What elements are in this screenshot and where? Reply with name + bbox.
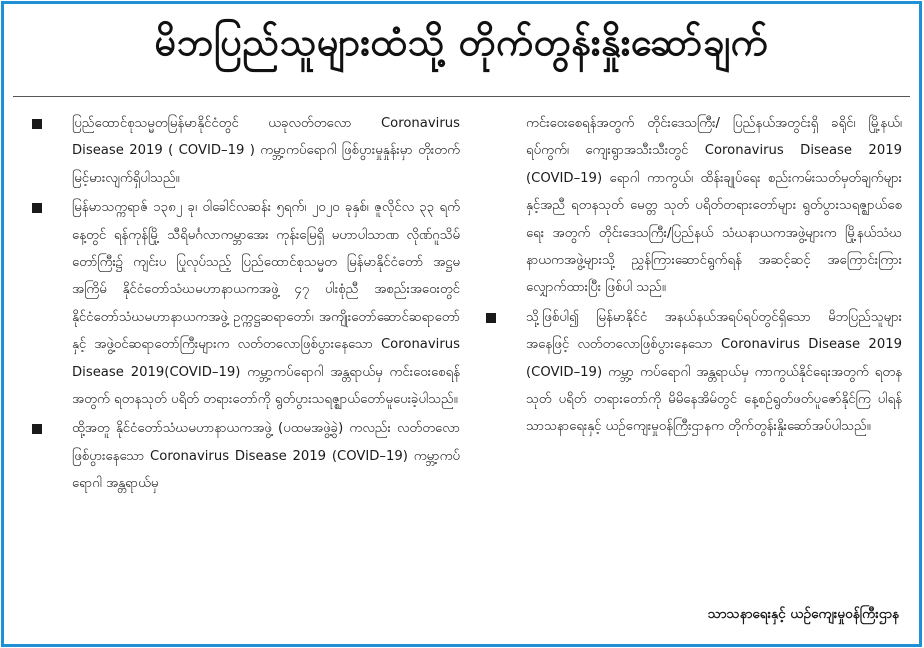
paragraph-continuation — [482, 110, 902, 302]
left-column — [28, 110, 460, 500]
title-divider — [13, 96, 910, 97]
paragraph-text: ကင်းဝေးစေရန်အတွက် တိုင်းဒေသကြီး/ ပြည်နယ်အတွင်းရှိ ခရိုင်၊ မြို့နယ်၊ ရပ်ကွက်၊ ကျေးရွာအသီးသီးတွင် Coronavirus Disease 2019 (COVID–19) ရောဂါ ကာကွယ်၊ ထိန်းချုပ်ရေး စည်းကမ်းသတ်မှတ်ချက်များနှင့်အညီ ရတနသုတ် မေတ္တ သုတ် ပရိတ်တရားတော်များ ရွတ်ပွားသရဇ္ဈာယ်စေရေး အတွက် တိုင်းဒေသကြီး/ပြည်နယ် သံဃနာယကအဖွဲ့များက မြို့နယ်သံဃနာယကအဖွဲ့များသို့ ညွှန်ကြားဆောင်ရွက်ရန် အဆင့်ဆင့် အကြောင်းကြား လျှောက်ထားပြီး ဖြစ်ပါ သည်။ — [526, 116, 902, 296]
issuing-ministry-signature: သာသနာရေးနှင့် ယဉ်ကျေးမှုဝန်ကြီးဌာန — [707, 606, 899, 622]
paragraph-text: သို့ဖြစ်ပါ၍ မြန်မာနိုင်ငံ အနယ်နယ်အရပ်ရပ်တွင်ရှိသော မိဘပြည်သူများအနေဖြင့် လတ်တလောဖြစ်ပွားနေသော Coronavirus Disease 2019 (COVID–19) ကမ္ဘာ့ ကပ်ရောဂါ အန္တရာယ်မှ ကာကွယ်နိုင်ရေးအတွက် ရတနသုတ် ပရိတ် တရားတော်ကို မိမိနေအိမ်တွင် နေ့စဉ်ရွတ်ဖတ်ပူဇော်နိုင်ကြ ပါရန် သာသနာရေးနှင့် ယဉ်ကျေးမှုဝန်ကြီးဌာနက တိုက်တွန်းနှိုးဆော်အပ်ပါသည်။ — [526, 309, 902, 435]
paragraph-text: မြန်မာသက္ကရာဇ် ၁၃၈၂ ခု၊ ဝါခေါင်လဆန်း ၅ရက်၊ ၂၀၂၀ ခုနှစ်၊ ဇူလိုင်လ ၃၃ ရက်နေ့တွင် ရန်ကုန်မြို့ သီရိမင်္ဂလာကမ္ဘာအေး ကုန်းမြေရှိ မဟာပါသာဏ လိုဏ်ဂူသိမ်တော်ကြီး၌ ကျင်းပ ပြုလုပ်သည့် ပြည်ထောင်စုသမ္မတ မြန်မာနိုင်ငံတော် အဋ္ဌမ အကြိမ် နိုင်ငံတော်သံဃမဟာနာယကအဖွဲ့ ၄၇ ပါးစုံညီ အစည်းအဝေးတွင် နိုင်ငံတော်သံဃမဟာနာယကအဖွဲ့ ဥက္ကဋ္ဌဆရာတော်၊ အကျိုးတော်ဆောင်ဆရာတော်နှင့် အဖွဲ့ဝင်ဆရာတော်ကြီးများက လတ်တလောဖြစ်ပွားနေသော Coronavirus Disease 2019(COVID–19) ကမ္ဘာ့ကပ်ရောဂါ အန္တရာယ်မှ ကင်းဝေးစေရန်အတွက် ရတနသုတ် ပရိတ် တရားတော်ကို ရွတ်ပွားသရဇ္ဈာယ်တော်မူပေးခဲ့ပါသည်။ — [72, 200, 460, 408]
square-bullet-icon — [32, 424, 42, 434]
notice-title: မိဘပြည်သူများထံသို့ တိုက်တွန်းနှိုးဆော်ချက် — [154, 20, 769, 64]
paragraph-text: ပြည်ထောင်စုသမ္မတမြန်မာနိုင်ငံတွင် ယခုလတ်တလော Coronavirus Disease 2019 ( COVID–19 ) ကမ္ဘာ့ကပ်ရောဂါ ဖြစ်ပွားမှုနှုန်းမှာ တိုးတက်မြင့်မားလျက်ရှိပါသည်။ — [72, 116, 460, 186]
square-bullet-icon — [486, 313, 496, 323]
paragraph — [28, 415, 460, 497]
paragraph-text: ထို့အတူ နိုင်ငံတော်သံဃမဟာနာယကအဖွဲ့ (ပထမအဖွဲ့ခွဲ) ကလည်း လတ်တလော ဖြစ်ပွားနေသော Coronavirus Disease 2019 (COVID–19) ကမ္ဘာ့ကပ်ရောဂါ အန္တရာယ်မှ — [72, 421, 460, 492]
paragraph — [28, 110, 460, 192]
right-column — [482, 110, 902, 443]
paragraph — [482, 304, 902, 441]
square-bullet-icon — [32, 203, 42, 213]
notice-frame — [1, 1, 922, 647]
paragraph — [28, 194, 460, 413]
square-bullet-icon — [32, 119, 42, 129]
